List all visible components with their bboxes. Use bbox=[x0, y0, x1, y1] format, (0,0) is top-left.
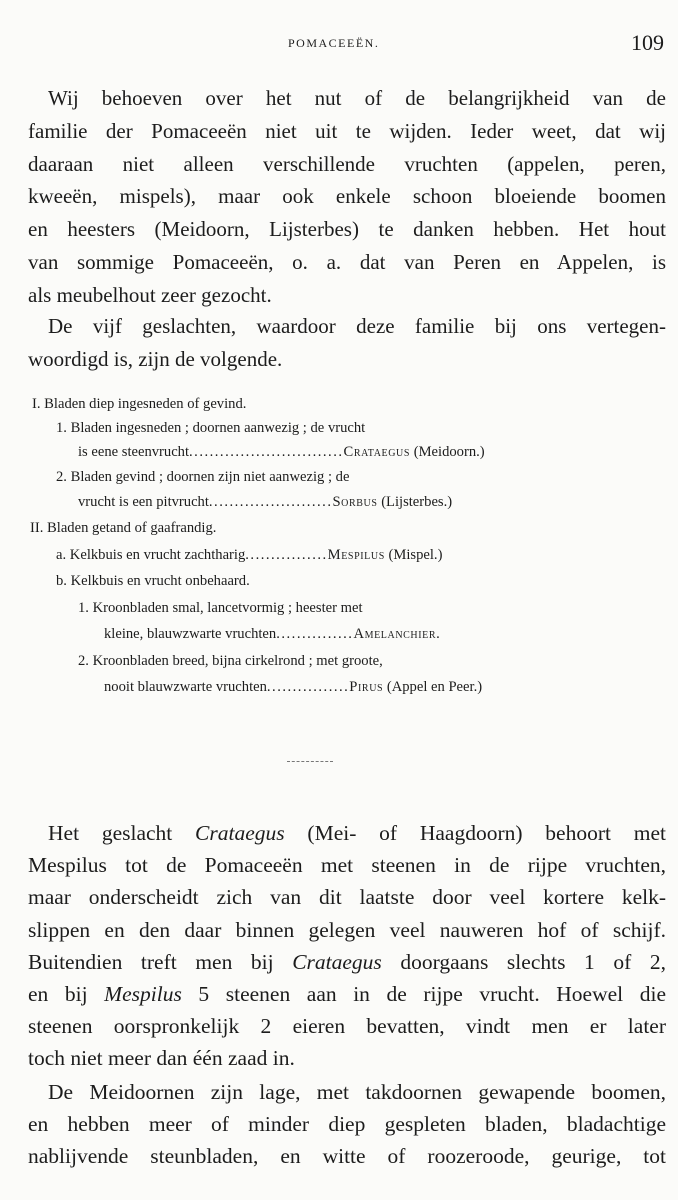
key-text: Bladen gevind ; doornen zijn niet aanwezig ; de bbox=[70, 469, 350, 485]
text-line: toch niet meer dan één zaad in. bbox=[28, 1046, 295, 1071]
genus-italic: Crataegus bbox=[292, 949, 382, 974]
key-entry-a bbox=[56, 547, 442, 569]
running-head bbox=[0, 30, 678, 56]
genus-name: Crataegus bbox=[343, 444, 411, 460]
text-line: Mespilus tot de Pomaceeën met steenen in de rijpe vruchten, bbox=[28, 853, 666, 878]
text-run: Buitendien treft men bij bbox=[28, 949, 293, 974]
text-line: nablijvende steunbladen, en witte of roozeroode, geurige, tot bbox=[28, 1144, 666, 1169]
text-line: De vijf geslachten, waardoor deze familie bij ons vertegen- bbox=[48, 314, 666, 338]
text-line bbox=[28, 817, 666, 849]
key-entry-2-cont bbox=[78, 494, 452, 516]
text-line: De Meidoornen zijn lage, met takdoornen gewapende boomen, bbox=[48, 1080, 666, 1104]
key-label: II. bbox=[30, 520, 44, 536]
text-line: Wij behoeven over het nut of de belangrijkheid van de bbox=[48, 86, 666, 110]
paragraph-intro bbox=[28, 82, 666, 312]
key-entry-2 bbox=[56, 469, 349, 491]
text-run: doorgaans slechts 1 of 2, bbox=[381, 949, 666, 974]
text-line bbox=[28, 946, 666, 978]
key-entry-1-cont bbox=[78, 444, 485, 466]
key-label: 2. bbox=[56, 469, 67, 485]
text-line: kweeën, mispels), maar ook enkele schoon bloeiende boomen bbox=[28, 184, 666, 209]
key-label: a. bbox=[56, 547, 67, 563]
text-line: van sommige Pomaceeën, o. a. dat van Peren en Appelen, is bbox=[28, 249, 666, 274]
genus-italic: Mespilus bbox=[104, 981, 182, 1006]
text-line: woordigd is, zijn de volgende. bbox=[28, 346, 283, 371]
key-label: 1. bbox=[56, 420, 67, 436]
key-text: Kroonbladen smal, lancetvormig ; heester met bbox=[92, 600, 363, 616]
common-name: (Lijsterbes.) bbox=[381, 494, 453, 510]
genus-name: Amelanchier. bbox=[353, 626, 441, 642]
key-label: b. bbox=[56, 573, 67, 589]
key-text: nooit blauwzwarte vruchten bbox=[104, 679, 267, 695]
text-run: 5 steenen aan in de rijpe vrucht. Hoewel die bbox=[181, 981, 666, 1006]
key-label: 2. bbox=[78, 653, 89, 669]
key-entry-II bbox=[30, 520, 216, 542]
running-title: POMACEEËN. bbox=[288, 36, 380, 50]
text-line: steenen oorspronkelijk 2 eieren bevatten, vindt men er later bbox=[28, 1014, 666, 1039]
paragraph-crataegus bbox=[28, 817, 666, 1075]
key-text: kleine, blauwzwarte vruchten bbox=[104, 626, 277, 642]
paragraph-meidoornen bbox=[28, 1076, 666, 1173]
key-text: Kelkbuis en vrucht onbehaard. bbox=[70, 573, 250, 589]
key-entry-I bbox=[32, 396, 246, 418]
key-entry-b1-cont bbox=[104, 626, 440, 648]
key-label: 1. bbox=[78, 600, 89, 616]
text-line: daaraan niet alleen verschillende vruchten (appelen, peren, bbox=[28, 151, 666, 176]
common-name: (Meidoorn.) bbox=[413, 444, 485, 460]
leader-dots: ................ bbox=[245, 547, 328, 563]
text-line: slippen en den daar binnen gelegen veel nauweren hof of schijf. bbox=[28, 917, 666, 942]
section-divider bbox=[287, 761, 333, 762]
text-run: (Mei- of Haagdoorn) behoort met bbox=[284, 821, 666, 845]
text-line: en heesters (Meidoorn, Lijsterbes) te danken hebben. Het hout bbox=[28, 217, 666, 242]
key-label: I. bbox=[32, 396, 41, 412]
leader-dots: ................ bbox=[266, 679, 350, 695]
leader-dots: .............................. bbox=[189, 444, 344, 460]
key-text: vrucht is een pitvrucht bbox=[78, 494, 209, 510]
genus-name: Sorbus bbox=[332, 494, 378, 510]
key-text: Bladen getand of gaafrandig. bbox=[47, 520, 217, 536]
key-text: Kelkbuis en vrucht zachtharig bbox=[69, 547, 246, 563]
text-line: maar onderscheidt zich van dit laatste door veel kortere kelk- bbox=[28, 885, 666, 910]
text-run: en bij bbox=[28, 981, 105, 1006]
genus-name: Pirus bbox=[349, 679, 384, 695]
genus-name: Mespilus bbox=[327, 547, 385, 563]
text-line: als meubelhout zeer gezocht. bbox=[28, 282, 272, 307]
paragraph-genera-intro bbox=[28, 310, 666, 376]
key-entry-1 bbox=[56, 420, 365, 442]
leader-dots: ............... bbox=[276, 626, 354, 642]
common-name: (Appel en Peer.) bbox=[386, 679, 483, 695]
key-text: Kroonbladen breed, bijna cirkelrond ; met groote, bbox=[92, 653, 383, 669]
key-entry-b bbox=[56, 573, 250, 595]
key-entry-b2 bbox=[78, 653, 383, 675]
leader-dots: ........................ bbox=[208, 494, 333, 510]
text-line: en hebben meer of minder diep gespleten bladen, bladachtige bbox=[28, 1112, 666, 1137]
text-run: Het geslacht bbox=[48, 821, 196, 845]
key-text: is eene steenvrucht bbox=[78, 444, 190, 460]
text-line: familie der Pomaceeën niet uit te wijden. Ieder weet, dat wij bbox=[28, 118, 666, 143]
key-text: Bladen ingesneden ; doornen aanwezig ; de vrucht bbox=[70, 420, 366, 436]
page-number: 109 bbox=[631, 30, 664, 55]
genus-italic: Crataegus bbox=[195, 821, 285, 845]
key-text: Bladen diep ingesneden of gevind. bbox=[44, 396, 247, 412]
common-name: (Mispel.) bbox=[388, 547, 443, 563]
key-entry-b2-cont bbox=[104, 679, 482, 701]
key-entry-b1 bbox=[78, 600, 363, 622]
text-line bbox=[28, 978, 666, 1010]
